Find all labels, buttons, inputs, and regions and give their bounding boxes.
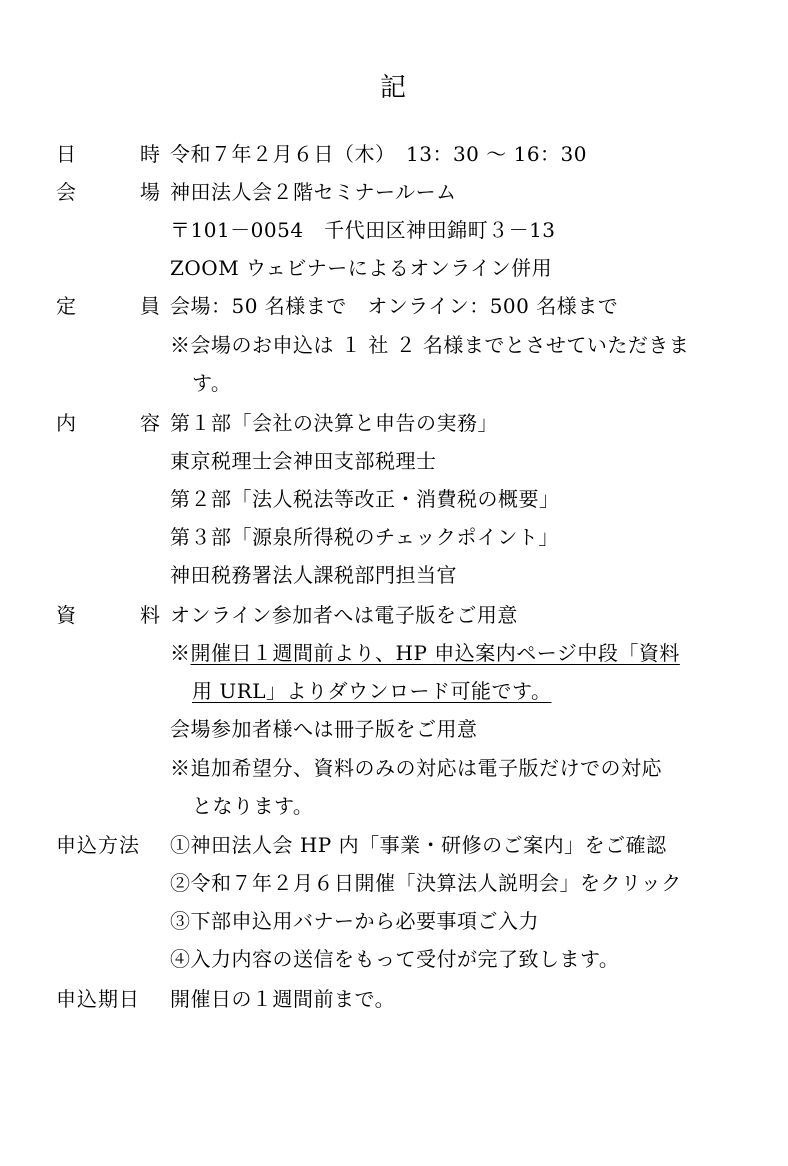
datetime-row [0,135,788,173]
materials-row [0,596,788,634]
capacity-note-line2: す。 [192,371,232,395]
venue-name: 神田法人会２階セミナールーム [170,180,457,204]
materials-note2-cont-row [0,787,788,825]
content-part23-speaker-row [0,556,788,594]
materials-note1-cont-row [0,672,788,710]
materials-note2-line2: となります。 [192,794,314,818]
content-part1-speaker-row [0,442,788,480]
venue-row [0,173,788,211]
capacity-note-row [0,326,788,364]
materials-note1-line1: 開催日１週間前より、HP 申込案内ページ中段「資料 [190,641,680,665]
datetime-value: 令和７年２月６日（木） 13：30 ～ 16：30 [170,142,588,166]
application-row [0,826,788,864]
capacity-label: 定 員 [56,294,160,318]
venue-online: ZOOM ウェビナーによるオンライン併用 [170,256,553,280]
application-step2-row [0,864,788,902]
materials-booklet-row [0,710,788,748]
document-heading: 記 [379,73,408,103]
materials-note1-line2: 用 URL」よりダウンロード可能です。 [192,679,552,703]
materials-note2-line1: ※追加希望分、資料のみの対応は電子版だけでの対応 [170,756,662,780]
venue-online-row [0,249,788,287]
application-step3: ③下部申込用バナーから必要事項ご入力 [170,909,539,933]
materials-note2-row [0,749,788,787]
materials-booklet: 会場参加者様へは冊子版をご用意 [170,717,478,741]
application-step4: ④入力内容の送信をもって受付が完了致します。 [170,947,620,971]
content-part2: 第２部「法人税法等改正・消費税の概要」 [170,487,560,511]
materials-note1-mark: ※ [170,641,191,665]
content-part3-row [0,518,788,556]
capacity-row [0,287,788,325]
deadline-row [0,980,788,1018]
venue-address-row [0,211,788,249]
materials-label: 資 料 [56,603,160,627]
application-label: 申込方法 [56,833,140,857]
content-part1: 第１部「会社の決算と申告の実務」 [170,411,498,435]
capacity-note-cont-row [0,364,788,402]
venue-address: 〒101－0054 千代田区神田錦町３－13 [170,218,556,242]
materials-note1-row [0,634,788,672]
content-part23-speaker: 神田税務署法人課税部門担当官 [170,563,457,587]
content-label: 内 容 [56,411,160,435]
datetime-label: 日 時 [56,142,160,166]
materials-note1 [170,634,680,672]
deadline-label: 申込期日 [56,987,140,1011]
capacity-value: 会場：50 名様まで オンライン：500 名様まで [170,294,619,318]
materials-online: オンライン参加者へは電子版をご用意 [170,603,518,627]
application-step4-row [0,940,788,978]
application-step3-row [0,902,788,940]
content-part3: 第３部「源泉所得税のチェックポイント」 [170,525,559,549]
capacity-note-line1: ※会場のお申込は １ 社 ２ 名様までとさせていただきま [170,333,690,357]
content-part2-row [0,480,788,518]
content-row [0,404,788,442]
application-step2: ②令和７年２月６日開催「決算法人説明会」をクリック [170,871,682,895]
venue-label: 会 場 [56,180,160,204]
application-step1: ①神田法人会 HP 内「事業・研修のご案内」をご確認 [170,833,667,857]
deadline-value: 開催日の１週間前まで。 [170,987,396,1011]
content-part1-speaker: 東京税理士会神田支部税理士 [170,449,437,473]
